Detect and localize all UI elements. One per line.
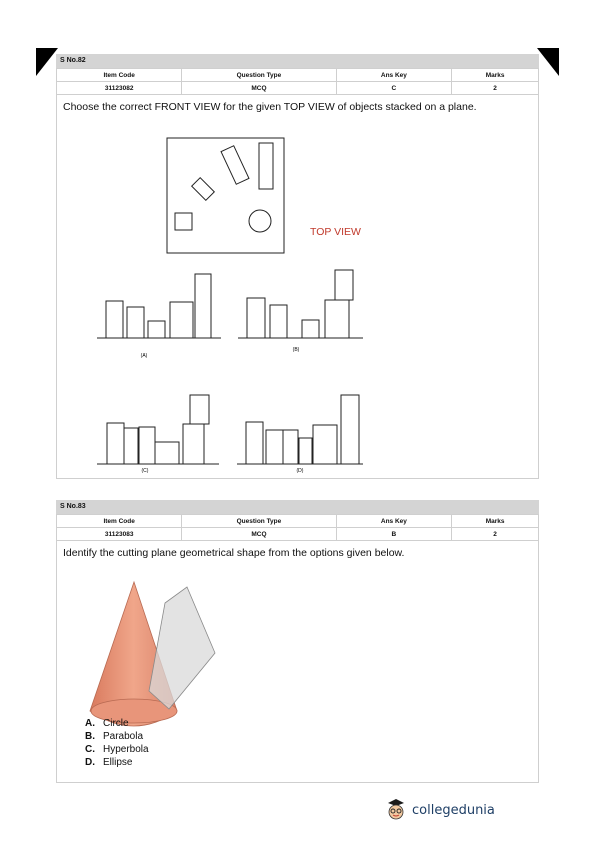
header-item-code: Item Code	[57, 515, 182, 528]
top-view-square	[175, 213, 192, 230]
header-marks: Marks	[452, 515, 539, 528]
top-view-diagram	[167, 138, 284, 253]
option-d: D. Ellipse	[85, 757, 133, 768]
value-item-code: 31123083	[57, 528, 182, 541]
value-question-type: MCQ	[182, 82, 336, 95]
top-view-upright-rect	[259, 143, 273, 189]
option-b-diagram	[238, 270, 363, 338]
question-text: Choose the correct FRONT VIEW for the given TOP VIEW of objects stacked on a plane.	[63, 101, 477, 113]
option-a-diagram	[97, 274, 221, 338]
question-figure	[57, 95, 540, 479]
mascot-icon	[384, 798, 408, 822]
header-ans-key: Ans Key	[336, 515, 452, 528]
brand-name: collegedunia	[412, 802, 495, 818]
option-b-label: (B)	[292, 347, 300, 353]
answer-options	[85, 717, 149, 769]
header-marks: Marks	[452, 69, 539, 82]
option-d-diagram	[237, 395, 363, 464]
value-ans-key: B	[336, 528, 452, 541]
top-view-circle	[249, 210, 271, 232]
question-number: S No.82	[56, 54, 539, 68]
top-view-frame	[167, 138, 284, 253]
option-b: B. Parabola	[85, 731, 144, 742]
option-d-label: (D)	[296, 468, 304, 474]
top-view-label: TOP VIEW	[310, 226, 361, 238]
question-82-block	[56, 54, 539, 479]
option-c-label: (C)	[141, 468, 149, 474]
value-marks: 2	[452, 528, 539, 541]
header-question-type: Question Type	[182, 69, 336, 82]
question-83-block	[56, 500, 539, 783]
header-ans-key: Ans Key	[336, 69, 452, 82]
value-item-code: 31123082	[57, 82, 182, 95]
option-c: C. Hyperbola	[85, 744, 149, 755]
brand-logo	[384, 798, 495, 822]
value-question-type: MCQ	[182, 528, 336, 541]
value-marks: 2	[452, 82, 539, 95]
header-item-code: Item Code	[57, 69, 182, 82]
top-view-diamond-shape	[192, 178, 215, 201]
cutting-plane	[149, 587, 215, 709]
question-meta-table	[56, 514, 539, 541]
corner-decoration-right	[537, 48, 559, 76]
question-meta-table	[56, 68, 539, 95]
top-view-tilted-rect	[221, 146, 249, 185]
value-ans-key: C	[336, 82, 452, 95]
option-c-diagram	[97, 395, 219, 464]
question-text: Identify the cutting plane geometrical shape from the options given below.	[63, 547, 405, 559]
question-body	[56, 541, 539, 783]
question-body	[56, 95, 539, 479]
option-a-label: (A)	[140, 353, 148, 359]
corner-decoration-left	[36, 48, 58, 76]
header-question-type: Question Type	[182, 515, 336, 528]
option-a: A. Circle	[85, 718, 129, 729]
question-number: S No.83	[56, 500, 539, 514]
